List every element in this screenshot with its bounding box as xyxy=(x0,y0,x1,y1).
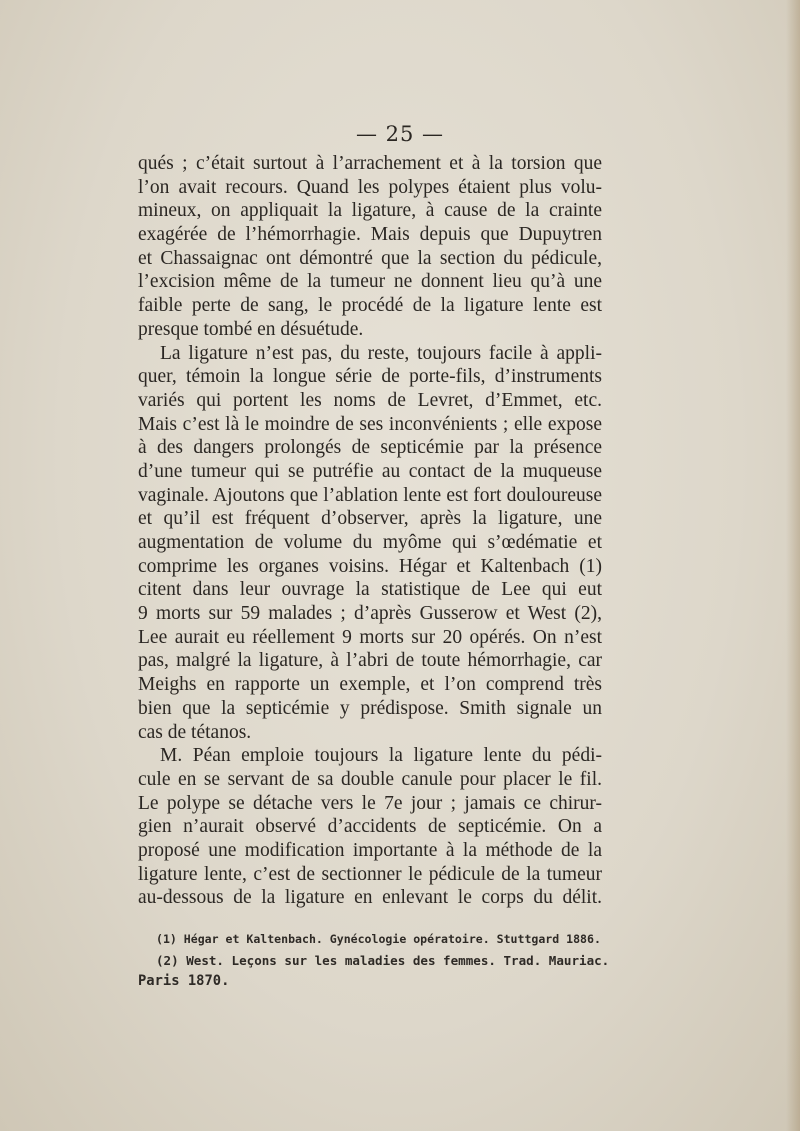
text-line: Le polype se détache vers le 7e jour ; jamais ce chirur- xyxy=(138,792,602,814)
text-line: 9 morts sur 59 malades ; d’après Gusserow et West (2), xyxy=(138,603,602,625)
text-line: comprime les organes voisins. Hégar et Kaltenbach (1) xyxy=(138,555,602,577)
page-number: — 25 — xyxy=(355,122,445,146)
text-line: exagérée de l’hémorrhagie. Mais depuis que Dupuytren xyxy=(138,224,602,246)
text-line: à des dangers prolongés de septicémie par la présence xyxy=(138,437,602,459)
text-line: d’une tumeur qui se putréfie au contact de la muqueuse xyxy=(138,460,602,482)
text-line: l’excision même de la tumeur ne donnent lieu qu’à une xyxy=(138,271,602,293)
body-text xyxy=(138,152,602,910)
text-line: l’on avait recours. Quand les polypes étaient plus volu- xyxy=(138,176,602,198)
text-line: presque tombé en désuétude. xyxy=(138,318,364,340)
text-line: Lee aurait eu réellement 9 morts sur 20 opérés. On n’est xyxy=(138,626,602,648)
text-line: pas, malgré la ligature, à l’abri de toute hémorrhagie, car xyxy=(138,650,602,672)
text-line: mineux, on appliquait la ligature, à cause de la crainte xyxy=(138,200,602,222)
text-line: M. Péan emploie toujours la ligature lente du pédi- xyxy=(160,745,602,767)
footnote-1: (1) Hégar et Kaltenbach. Gynécologie opératoire. Stuttgard 1886. xyxy=(156,932,601,946)
text-line: gien n’aurait observé d’accidents de septicémie. On a xyxy=(138,816,602,838)
text-line: au-dessous de la ligature en enlevant le corps du délit. xyxy=(138,887,602,909)
text-line: quer, témoin la longue série de porte-fils, d’instruments xyxy=(138,366,602,388)
text-line: qués ; c’était surtout à l’arrachement et à la torsion que xyxy=(138,153,602,174)
text-line: et Chassaignac ont démontré que la section du pédicule, xyxy=(138,247,602,269)
text-line: Mais c’est là le moindre de ses inconvénients ; elle expose xyxy=(138,413,602,435)
text-line: faible perte de sang, le procédé de la ligature lente est xyxy=(138,295,602,317)
footnote-2-continued: Paris 1870. xyxy=(138,973,230,989)
text-line: proposé une modification importante à la méthode de la xyxy=(138,839,602,861)
text-line: vaginale. Ajoutons que l’ablation lente est fort douloureuse xyxy=(138,484,602,506)
footnote-2: (2) West. Leçons sur les maladies des femmes. Trad. Mauriac. xyxy=(156,953,610,968)
page-edge-shadow xyxy=(786,0,800,1131)
text-line: Meighs en rapporte un exemple, et l’on comprend très xyxy=(138,674,602,696)
text-line: et qu’il est fréquent d’observer, après la ligature, une xyxy=(138,508,602,530)
text-line: ligature lente, c’est de sectionner le pédicule de la tumeur xyxy=(138,863,602,885)
text-line: La ligature n’est pas, du reste, toujours facile à appli- xyxy=(160,342,602,364)
text-line: variés qui portent les noms de Levret, d’Emmet, etc. xyxy=(138,389,602,411)
text-line: bien que la septicémie y prédispose. Smith signale un xyxy=(138,697,602,719)
footnotes xyxy=(138,929,610,992)
text-line: cule en se servant de sa double canule pour placer le fil. xyxy=(138,768,602,790)
text-line: augmentation de volume du myôme qui s’œdématie et xyxy=(138,532,602,553)
text-line: cas de tétanos. xyxy=(138,721,252,743)
text-line: citent dans leur ouvrage la statistique de Lee qui eut xyxy=(138,579,602,601)
